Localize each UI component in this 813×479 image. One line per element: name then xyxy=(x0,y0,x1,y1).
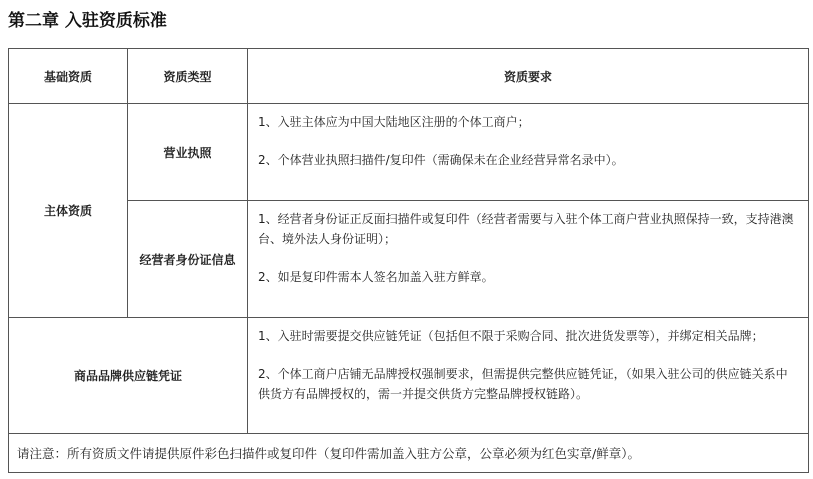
table-row xyxy=(9,104,809,201)
requirement-text: 1、入驻时需要提交供应链凭证（包括但不限于采购合同、批次进货发票等），并绑定相关品牌； xyxy=(258,329,764,343)
category-subject-qualification: 主体资质 xyxy=(9,104,128,318)
requirement-text: 2、个体工商户店铺无品牌授权强制要求，但需提供完整供应链凭证，（如果入驻公司的供应链关系中供货方有品牌授权的，需一并提交供货方完整品牌授权链路）。 xyxy=(258,367,788,401)
note-text: 请注意：所有资质文件请提供原件彩色扫描件或复印件（复印件需加盖入驻方公章，公章必须为红色实章/鲜章）。 xyxy=(9,434,809,473)
requirements-business-license xyxy=(248,104,809,201)
chapter-title: 第二章 入驻资质标准 xyxy=(8,11,167,31)
table-row xyxy=(9,201,809,318)
table-row xyxy=(9,318,809,434)
header-qualification-requirements: 资质要求 xyxy=(248,49,809,104)
requirements-operator-id xyxy=(248,201,809,318)
type-operator-id: 经营者身份证信息 xyxy=(128,201,248,318)
requirement-text: 2、如是复印件需本人签名加盖入驻方鲜章。 xyxy=(258,270,494,284)
table-header-row xyxy=(9,49,809,104)
table-note-row xyxy=(9,434,809,473)
type-business-license: 营业执照 xyxy=(128,104,248,201)
category-supply-chain: 商品品牌供应链凭证 xyxy=(9,318,248,434)
qualification-table xyxy=(8,48,809,473)
requirement-text: 1、入驻主体应为中国大陆地区注册的个体工商户； xyxy=(258,115,530,129)
header-basic-qualification: 基础资质 xyxy=(9,49,128,104)
requirement-text: 1、经营者身份证正反面扫描件或复印件（经营者需要与入驻个体工商户营业执照保持一致，支持港澳台、境外法人身份证明）； xyxy=(258,212,794,246)
requirement-text: 2、个体营业执照扫描件/复印件（需确保未在企业经营异常名录中）。 xyxy=(258,153,624,167)
header-qualification-type: 资质类型 xyxy=(128,49,248,104)
requirements-supply-chain xyxy=(248,318,809,434)
